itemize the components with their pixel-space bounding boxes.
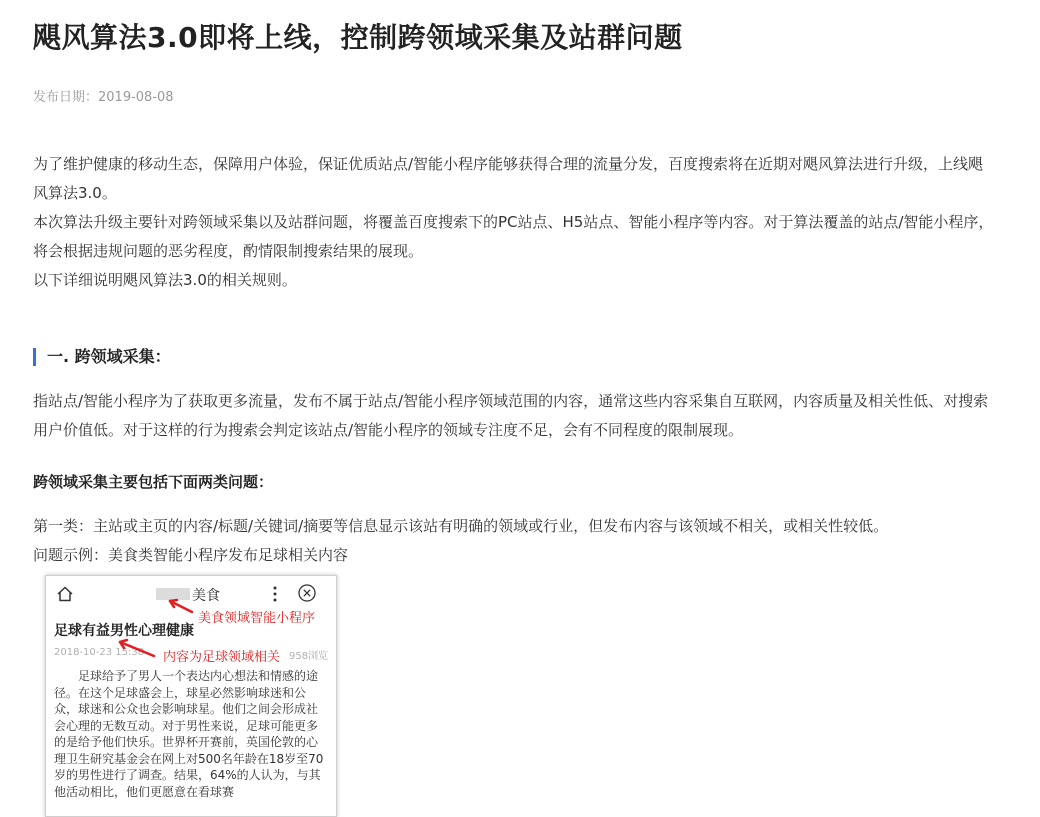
article-title: 飓风算法3.0即将上线，控制跨领域采集及站群问题 [33,21,683,54]
annotation-app-domain: 美食领域智能小程序 [198,607,315,626]
publish-date [33,86,174,105]
screenshot-views: 958浏览 [289,651,329,662]
close-icon [297,583,317,603]
type1-text: 第一类：主站或主页的内容/标题/关键词/摘要等信息显示该站有明确的领域或行业，但发布内容与该领域不相关，或相关性较低。 [33,517,889,535]
intro-line: 为了维护健康的移动生态，保障用户体验，保证优质站点/智能小程序能够获得合理的流量分发，百度搜索将在近期对飓风算法进行升级，上线飓风算法3.0。 [33,155,984,202]
publish-date-value: 2019-08-08 [98,90,174,105]
intro-line: 以下详细说明飓风算法3.0的相关规则。 [33,271,297,289]
section-heading-text: 一. 跨领域采集： [47,347,171,366]
example-screenshot [45,575,337,817]
section-accent-bar [33,348,36,366]
miniprogram-title: 美食 [192,588,220,604]
section-heading [33,345,171,369]
type1-block [33,512,995,570]
intro-paragraph [33,150,995,295]
more-icon [272,585,278,603]
section-body: 指站点/智能小程序为了获取更多流量，发布不属于站点/智能小程序领域范围的内容，通常这些内容采集自互联网，内容质量及相关性低、对搜索用户价值低。对于这样的行为搜索会判定该站点/智能小程序的领域专注度不足，会有不同程度的限制展现。 [33,392,989,439]
example-caption: 问题示例：美食类智能小程序发布足球相关内容 [33,546,349,564]
intro-line: 本次算法升级主要针对跨领域采集以及站群问题，将覆盖百度搜索下的PC站点、H5站点、智能小程序等内容。对于算法覆盖的站点/智能小程序，将会根据违规问题的恶劣程度，酌情限制搜索结果的展现。 [33,213,994,260]
blurred-name [156,588,190,600]
home-icon [56,585,74,603]
section-subheading: 跨领域采集主要包括下面两类问题： [33,473,274,491]
screenshot-date: 2018-10-23 15:38 [54,647,145,658]
publish-date-label: 发布日期： [33,90,99,105]
screenshot-body: 足球给予了男人一个表达内心想法和情感的途径。在这个足球盛会上，球星必然影响球迷和公众，球迷和公众也会影响球星。他们之间会形成社会心理的无数互动。对于男性来说，足球可能更多的是给予他们快乐。世界杯开赛前，英国伦敦的心理卫生研究基金会在网上对500名年龄在18岁至70岁的男性进行了调查。结果，64%的人认为，与其他活动相比，他们更愿意在看球赛 [54,669,324,799]
annotation-content-domain: 内容为足球领域相关 [161,646,282,665]
screenshot-headline: 足球有益男性心理健康 [54,623,194,639]
